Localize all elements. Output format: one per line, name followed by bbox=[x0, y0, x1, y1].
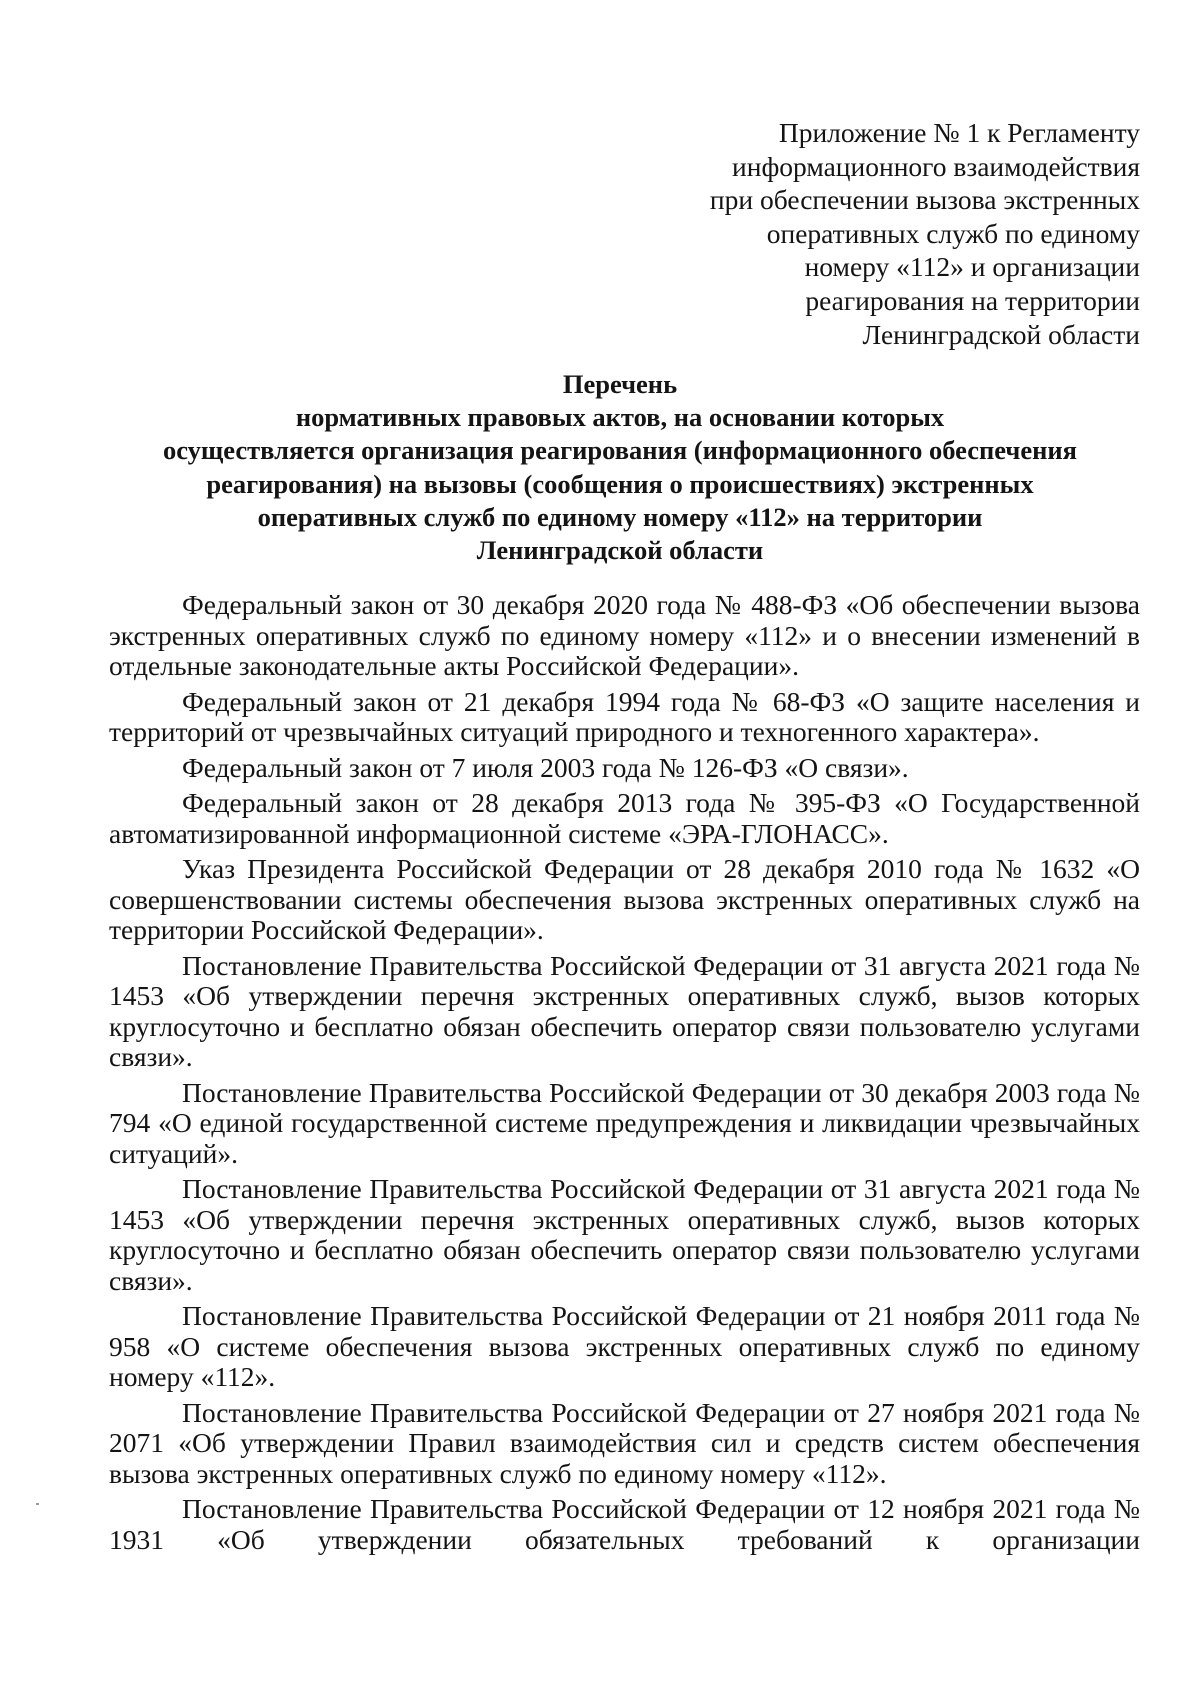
list-item-paragraph: Постановление Правительства Российской Федерации от 31 августа 2021 года № 1453 «Об утверждении перечня экстренных оперативных служб, вызов которых круглосуточно и бесплатно обязан обеспечить оператор связи пользователю услугами связи». bbox=[109, 949, 1140, 1072]
list-item-paragraph: Федеральный закон от 21 декабря 1994 года № 68-ФЗ «О защите населения и территорий от чрезвычайных ситуаций природного и техногенного характера». bbox=[109, 685, 1140, 747]
scan-speck bbox=[36, 1503, 39, 1505]
annex-header bbox=[600, 116, 1140, 351]
annex-line: реагирования на территории bbox=[805, 284, 1140, 316]
annex-line: при обеспечении вызова экстренных bbox=[709, 184, 1140, 216]
title-line: осуществляется организация реагирования (информационного обеспечения bbox=[163, 435, 1077, 466]
list-item-paragraph: Постановление Правительства Российской Федерации от 27 ноября 2021 года № 2071 «Об утверждении Правил взаимодействия сил и средств систем обеспечения вызова экстренных оперативных служб по единому номеру «112». bbox=[109, 1396, 1140, 1489]
annex-line: информационного взаимодействия bbox=[732, 150, 1140, 182]
title-line: реагирования) на вызовы (сообщения о происшествиях) экстренных bbox=[206, 468, 1034, 499]
title-line: Перечень bbox=[562, 369, 678, 399]
document-body bbox=[109, 590, 1140, 1560]
annex-line: оперативных служб по единому bbox=[766, 217, 1140, 249]
annex-line: Ленинградской области bbox=[862, 318, 1140, 350]
annex-line: номеру «112» и организации bbox=[804, 251, 1140, 283]
title-line: нормативных правовых актов, на основании которых bbox=[295, 402, 945, 433]
list-item-paragraph: Федеральный закон от 30 декабря 2020 года № 488-ФЗ «Об обеспечении вызова экстренных оперативных служб по единому номеру «112» и о внесении изменений в отдельные законодательные акты Российской Федерации». bbox=[109, 589, 1140, 681]
list-item-paragraph: Постановление Правительства Российской Федерации от 31 августа 2021 года № 1453 «Об утверждении перечня экстренных оперативных служб, вызов которых круглосуточно и бесплатно обязан обеспечить оператор связи пользователю услугами связи». bbox=[109, 1173, 1140, 1296]
annex-line: Приложение № 1 к Регламенту bbox=[778, 117, 1140, 148]
document-title bbox=[100, 368, 1140, 567]
list-item-paragraph: Указ Президента Российской Федерации от 28 декабря 2010 года № 1632 «О совершенствовании системы обеспечения вызова экстренных оперативных служб на территории Российской Федерации». bbox=[109, 853, 1140, 945]
list-item-paragraph: Постановление Правительства Российской Федерации от 21 ноября 2011 года № 958 «О системе обеспечения вызова экстренных оперативных служб по единому номеру «112». bbox=[109, 1300, 1140, 1392]
list-item-paragraph: Постановление Правительства Российской Федерации от 12 ноября 2021 года № 1931 «Об утверждении обязательных требований к организации bbox=[109, 1493, 1140, 1555]
list-item-paragraph: Постановление Правительства Российской Федерации от 30 декабря 2003 года № 794 «О единой государственной системе предупреждения и ликвидации чрезвычайных ситуаций». bbox=[109, 1076, 1140, 1169]
title-line: Ленинградской области bbox=[476, 535, 764, 566]
list-item-paragraph: Федеральный закон от 28 декабря 2013 года № 395-ФЗ «О Государственной автоматизированной информационной системе «ЭРА-ГЛОНАСС». bbox=[109, 787, 1140, 849]
title-line: оперативных служб по единому номеру «112» на территории bbox=[257, 501, 983, 532]
list-item-paragraph: Федеральный закон от 7 июля 2003 года № 126-ФЗ «О связи». bbox=[182, 751, 909, 783]
